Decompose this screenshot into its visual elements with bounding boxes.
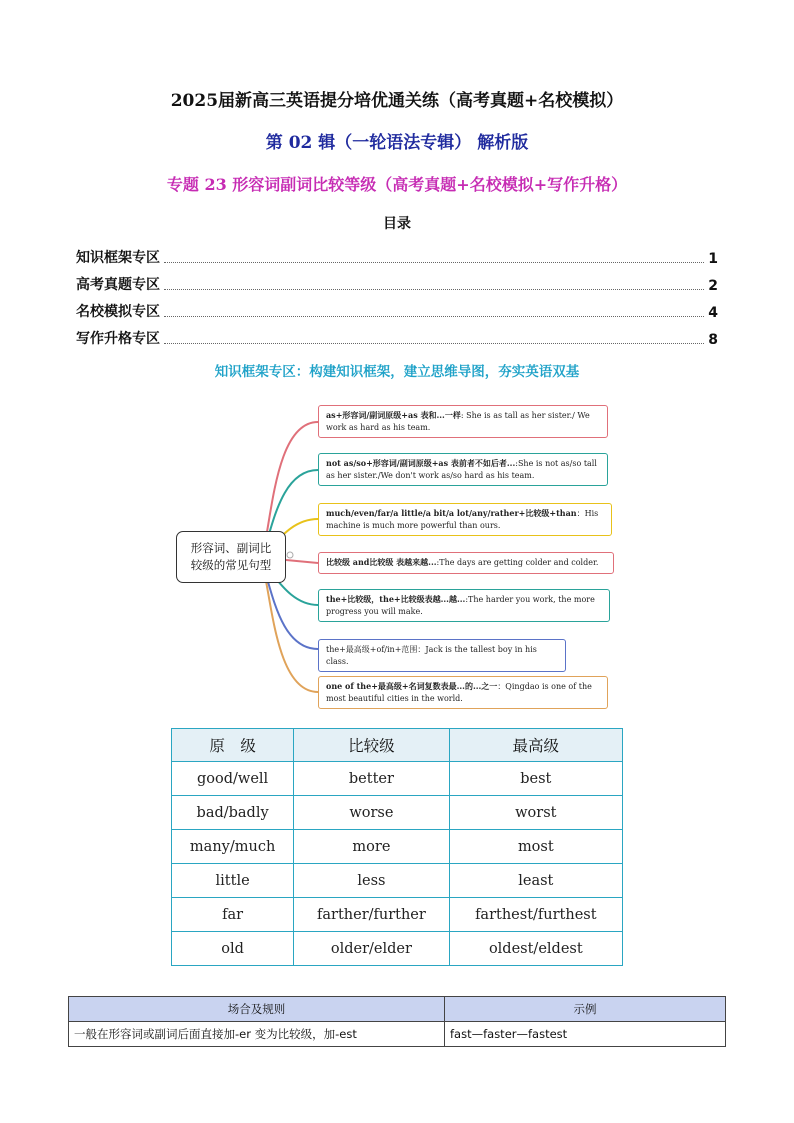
table-cell: farthest/furthest xyxy=(449,898,622,932)
column-header: 最高级 xyxy=(449,729,622,762)
mindmap-branch-node[interactable] xyxy=(318,405,608,438)
table-row xyxy=(69,1022,726,1047)
table-cell: fast—faster—fastest xyxy=(445,1022,726,1047)
document-title: 2025届新高三英语提分培优通关练（高考真题+名校模拟） xyxy=(170,91,624,111)
branch-example: :She is not as/so tall as her sister./We don't work as/so hard as his team. xyxy=(326,459,597,480)
comparison-rules-table xyxy=(68,996,726,1047)
mindmap-branch-node[interactable] xyxy=(318,589,610,622)
table-row xyxy=(172,830,623,864)
mindmap-branch-line xyxy=(286,560,318,563)
table-row xyxy=(172,864,623,898)
toc-title: 目录 xyxy=(383,216,411,232)
document-subtitle: 第 02 辑（一轮语法专辑） 解析版 xyxy=(265,133,529,153)
mindmap-branch-node[interactable] xyxy=(318,552,614,574)
table-cell: little xyxy=(172,864,294,898)
toc-item-label: 写作升格专区 xyxy=(76,331,160,347)
mindmap-branch-node[interactable] xyxy=(318,453,608,486)
table-row xyxy=(172,932,623,966)
branch-pattern: as+形容词/副词原级+as 表和...一样 xyxy=(326,410,461,420)
table-cell: old xyxy=(172,932,294,966)
table-header-row xyxy=(172,729,623,762)
branch-example: : She is as tall as her sister./ We work as hard as his team. xyxy=(326,411,590,432)
branch-example: :The harder you work, the more progress you will make. xyxy=(326,595,595,616)
branch-pattern: much/even/far/a little/a bit/a lot/any/rather+比较级+than xyxy=(326,508,577,518)
branch-example: ：His machine is much more powerful than ours. xyxy=(326,509,599,530)
branch-example: :The days are getting colder and colder. xyxy=(436,558,599,567)
column-header: 原 级 xyxy=(172,729,294,762)
table-cell: most xyxy=(449,830,622,864)
table-cell: far xyxy=(172,898,294,932)
table-cell: 一般在形容词或副词后面直接加-er 变为比较级，加-est xyxy=(69,1022,445,1047)
section-heading: 知识框架专区：构建知识框架，建立思维导图，夯实英语双基 xyxy=(214,364,580,380)
mindmap-branch-node[interactable] xyxy=(318,503,612,536)
table-cell: bad/badly xyxy=(172,796,294,830)
table-cell: more xyxy=(294,830,449,864)
mindmap-center-line: 较级的常见句型 xyxy=(190,558,272,572)
toc-item-page: 2 xyxy=(708,278,718,294)
branch-example: the+最高级+of/in+范围：Jack is the tallest boy in his class. xyxy=(326,645,537,666)
table-cell: many/much xyxy=(172,830,294,864)
table-row xyxy=(172,796,623,830)
table-cell: least xyxy=(449,864,622,898)
table-row xyxy=(172,898,623,932)
mindmap-center-node[interactable] xyxy=(176,531,286,583)
mindmap-branch-node[interactable] xyxy=(318,639,566,672)
mindmap-center-line: 形容词、副词比 xyxy=(190,541,272,555)
table-cell: older/elder xyxy=(294,932,449,966)
table-cell: oldest/eldest xyxy=(449,932,622,966)
table-cell: less xyxy=(294,864,449,898)
table-cell: good/well xyxy=(172,762,294,796)
toc-item-page: 1 xyxy=(708,251,718,267)
branch-pattern: 比较级 and比较级 表越来越... xyxy=(326,557,437,567)
topic-title: 专题 23 形容词副词比较等级（高考真题+名校模拟+写作升格） xyxy=(166,175,628,194)
branch-pattern: one of the+最高级+名词复数表最...的...之一 xyxy=(326,681,498,691)
toc-item-label: 高考真题专区 xyxy=(76,277,160,293)
table-row xyxy=(172,762,623,796)
table-cell: farther/further xyxy=(294,898,449,932)
toc-item-label: 名校模拟专区 xyxy=(76,304,160,320)
column-header: 比较级 xyxy=(294,729,449,762)
branch-pattern: the+比较级，the+比较级表越...越... xyxy=(326,594,466,604)
toc-item-page: 4 xyxy=(708,305,718,321)
table-header-row xyxy=(69,997,726,1022)
table-cell: better xyxy=(294,762,449,796)
branch-example: ：Qingdao is one of the most beautiful cities in the world. xyxy=(326,682,592,703)
column-header: 示例 xyxy=(445,997,726,1022)
toc-item-page: 8 xyxy=(708,332,718,348)
table-cell: best xyxy=(449,762,622,796)
toc-item-label: 知识框架专区 xyxy=(76,250,160,266)
table-cell: worst xyxy=(449,796,622,830)
branch-pattern: not as/so+形容词/副词原级+as 表前者不如后者... xyxy=(326,458,516,468)
mindmap-branch-node[interactable] xyxy=(318,676,608,709)
table-cell: worse xyxy=(294,796,449,830)
irregular-comparison-table xyxy=(171,728,623,966)
mindmap-collapse-dot xyxy=(287,552,293,558)
column-header: 场合及规则 xyxy=(69,997,445,1022)
